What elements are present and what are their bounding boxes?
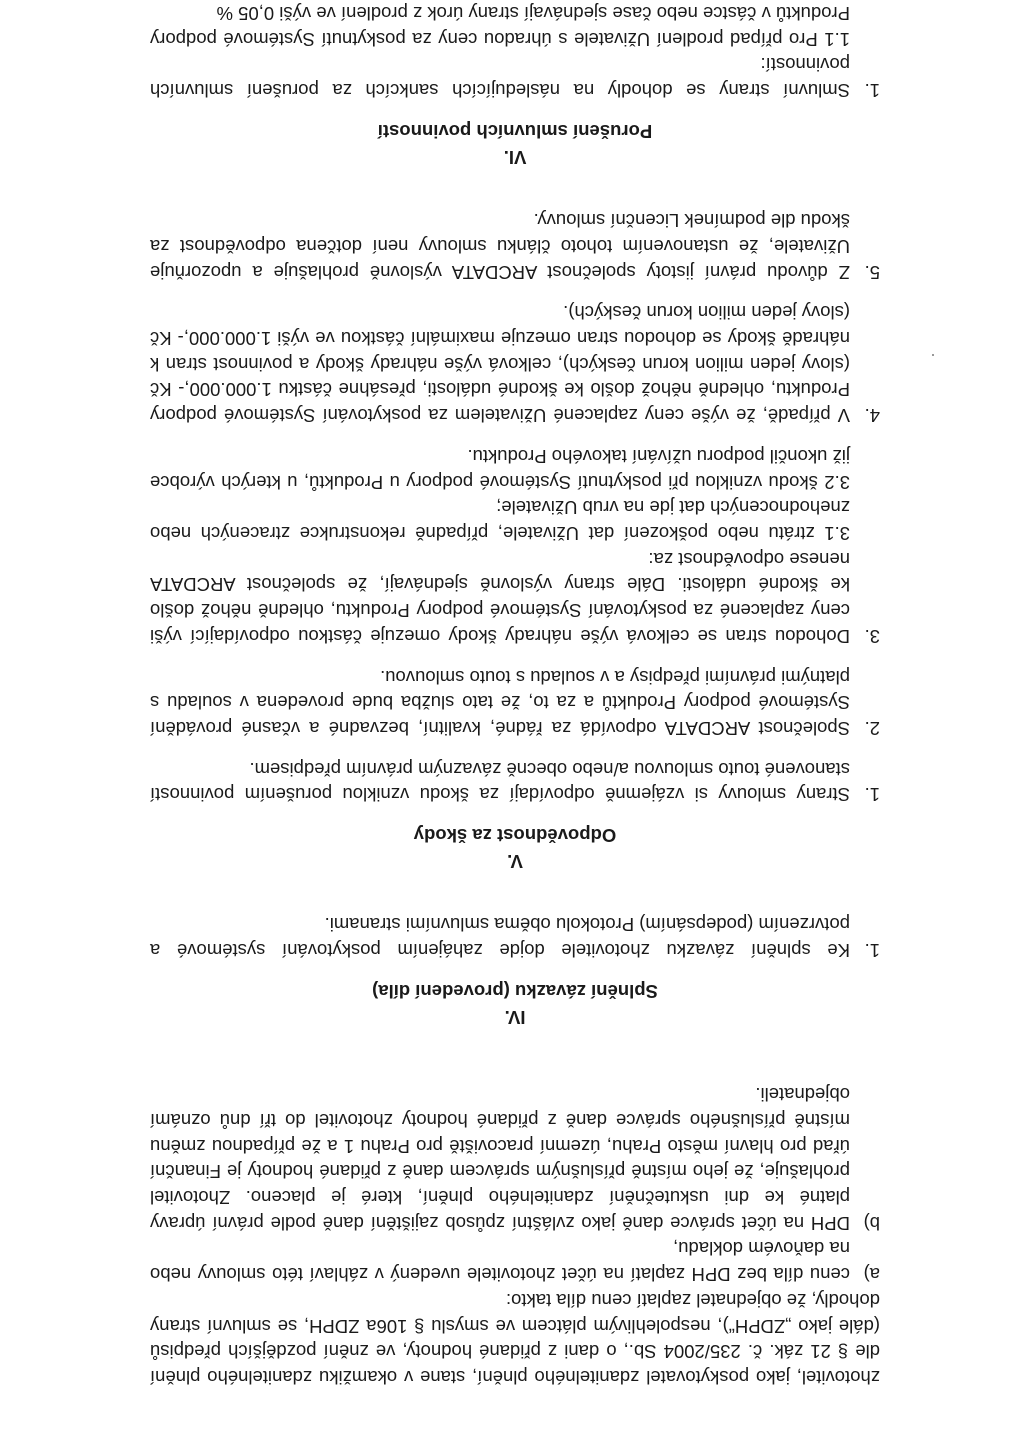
clause <box>150 546 880 649</box>
clause <box>150 912 880 963</box>
clause-text: Strany smlouvy si vzájemně odpovídají za škodu vzniklou porušením povinností stanovené touto smlouvou a/nebo obecně závazným právním předpisem. <box>150 758 850 806</box>
clause-number: 3. <box>864 625 880 647</box>
section-title: Porušení smluvních povinností <box>377 120 653 142</box>
intro-item-b <box>150 1082 880 1236</box>
clause-text: Ke splnění závazku zhotovitele dojde zahájením poskytování systémové a potvrzením (podepsáním) Protokolu oběma smluvními stranami. <box>150 914 850 962</box>
intro-item-a <box>150 1236 880 1287</box>
intro-paragraph: zhotovitel, jako poskytovatel zdanitelného plnění, stane v okamžiku zdanitelného plnění dle § 21 zák. č. 235/2004 Sb., o dani z přidané hodnoty, ve znění pozdějších předpisů (dále jako „ZDPH“), nespolehlivým plátcem ve smyslu § 106a ZDPH, se smluvní strany dohodly, že objednatel zaplatí cenu díla takto: <box>150 1289 880 1388</box>
clause-number: 4. <box>864 405 880 427</box>
clause-text: V případě, že výše ceny zaplacené Uživatelem za poskytování Systémové podpory Produktu, ohledně něhož došlo ke škodné události, přesáhne částku 1.000.000,- Kč (slovy jeden milion korun českých), celková výše náhrady škody a povinnost stran k náhradě škody se dohodou stran omezuje maximální částkou ve výši 1.000.000,- Kč (slovy jeden milion korun českých). <box>150 302 850 427</box>
subclause: 3.1 ztrátu nebo poškození dat Uživatele, případně rekonstrukce ztracených nebo znehodnocených dat jde na vrub Uživatele; <box>150 497 850 545</box>
section-title: Odpovědnost za škody <box>413 825 617 847</box>
subclause-group <box>150 443 880 546</box>
clause <box>150 756 880 807</box>
clause-text: Smluvní strany se dohodly na následujících sankcích za porušení smluvních povinností: <box>150 54 850 102</box>
clause-text: Z důvodu právní jistoty společnost ARCDATA výslovně prohlašuje a upozorňuje Uživatele, že ustanovením tohoto článku smlouvy není dotčena odpovědnost za škodu dle podmínek Licenční smlouvy. <box>150 210 850 283</box>
clause-number: 2. <box>864 717 880 739</box>
intro-item-label: a) <box>863 1264 880 1286</box>
clause <box>150 52 880 103</box>
section-number: V. <box>507 850 523 872</box>
clause-number: 1. <box>864 940 880 962</box>
subclause: 1.1 Pro případ prodlení Uživatele s úhradou ceny za poskytnutí Systémové podpory Produktů v částce nebo čase sjednávají strany úrok z prodlení ve výši 0,05 % <box>150 3 850 50</box>
clause-number: 5. <box>864 261 880 283</box>
intro-item-text: cenu díla bez DPH zaplatí na účet zhotovitele uvedený v záhlaví této smlouvy nebo na daňovém dokladu, <box>150 1238 850 1286</box>
section-number: VI. <box>503 146 527 168</box>
section-number: IV. <box>504 1006 526 1028</box>
clause <box>150 664 880 741</box>
clause-text: Dohodou stran se celková výše náhrady škody omezuje částkou odpovídající výši ceny zaplacené za poskytování Systémové podpory Produktu, ohledně něhož došlo ke škodné události. Dále strany výslovně sjednávají, že společnost ARCDATA nenese odpovědnost za: <box>150 548 850 647</box>
clause-number: 1. <box>864 784 880 806</box>
intro-item-label: b) <box>863 1212 880 1234</box>
subclause-group <box>150 0 880 51</box>
clause <box>150 208 880 285</box>
clause <box>150 300 880 429</box>
section-title: Splnění závazku (provedení díla) <box>372 980 658 1002</box>
subclause: 3.2 škodu vzniklou při poskytnutí Systémové podpory u Produktů, u kterých výrobce již ukončil podporu užívání takového Produktu. <box>150 445 850 493</box>
clause-number: 1. <box>864 80 880 102</box>
intro-item-text: DPH na účet správce daně jako zvláštní způsob zajištění daně podle právní úpravy platné ke dni uskutečnění zdanitelného plnění, které je placeno. Zhotovitel prohlašuje, že jeho místně příslušným správcem daně z přidané hodnoty je Finanční úřad pro hlavní město Prahu, územní pracoviště pro Prahu 1 a že případnou změnu místně příslušného správce daně z přidané hodnoty zhotovitel do tří dnů oznámí objednateli. <box>150 1084 850 1234</box>
clause-text: Společnost ARCDATA odpovídá za řádné, kvalitní, bezvadné a včasné provádění Systémové podpory Produktů a za to, že tato služba bude provedena v souladu s platnými právními předpisy a v souladu s touto smlouvou. <box>150 666 850 739</box>
